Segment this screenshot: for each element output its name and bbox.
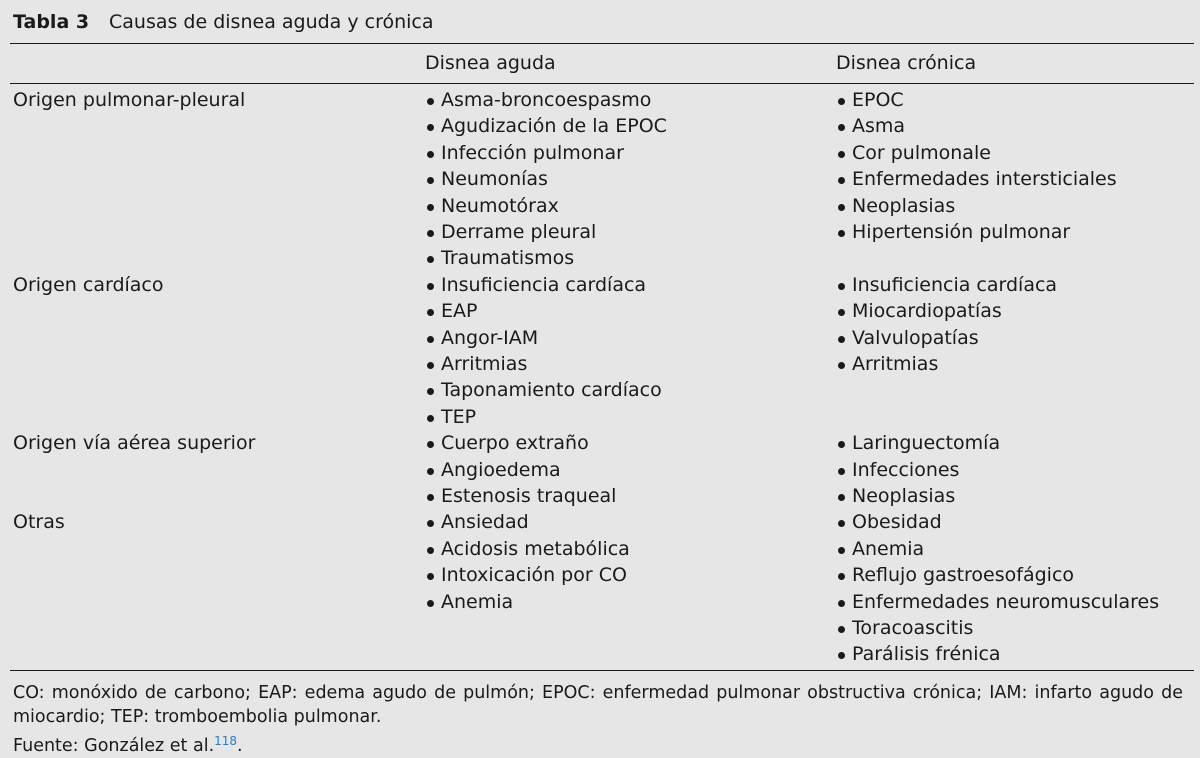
bullet-icon [427,124,434,131]
bullet-icon [838,441,845,448]
list-item [425,562,630,588]
table-number: Tabla 3 [13,11,90,33]
bullet-icon [427,309,434,316]
bullet-icon [838,547,845,554]
header-rule [10,83,1194,84]
list-item [836,615,1159,641]
acute-causes-list [425,430,616,509]
bullet-icon [427,151,434,158]
list-item [836,193,1117,219]
bullet-icon [427,177,434,184]
list-item-text: Parálisis frénica [852,643,1001,666]
bullet-icon [838,573,845,580]
list-item-text: Reflujo gastroesofágico [852,564,1075,587]
list-item-text: Agudización de la EPOC [441,115,667,138]
list-item [836,219,1117,245]
list-item [425,325,662,351]
table-source [13,729,243,758]
list-item-text: Asma-broncoespasmo [441,89,652,111]
list-item-text: Arritmias [852,352,939,375]
bullet-icon [427,441,434,448]
list-item [425,113,667,139]
bullet-icon [427,494,434,501]
row-label: Origen cardíaco [13,273,164,296]
chronic-causes-list [836,87,1117,245]
list-item-text: Taponamiento cardíaco [441,379,662,402]
source-end: . [237,736,243,756]
list-item [836,457,1000,483]
row-label: Origen pulmonar-pleural [13,89,246,111]
list-item-text: Obesidad [852,511,942,534]
list-item-text: Arritmias [441,352,528,375]
table-title: Causas de disnea aguda y crónica [109,11,434,33]
list-item [836,509,1159,535]
chronic-causes-list [836,509,1159,667]
bullet-icon [427,98,434,105]
bullet-icon [427,204,434,211]
list-item-text: Valvulopatías [852,326,979,349]
chronic-causes-list [836,430,1000,509]
column-header-acute: Disnea aguda [425,52,556,74]
bullet-icon [838,283,845,290]
list-item [425,483,616,509]
list-item [836,298,1057,324]
list-item-text: Neoplasias [852,194,956,217]
chronic-causes-list [836,272,1057,378]
list-item-text: Neumotórax [441,194,559,217]
list-item [425,219,667,245]
list-item [836,483,1000,509]
list-item [836,140,1117,166]
list-item-text: Angioedema [441,458,561,481]
list-item [836,589,1159,615]
list-item-text: TEP [441,405,477,428]
list-item-text: Insuficiencia cardíaca [441,273,647,296]
list-item [836,562,1159,588]
acute-causes-list [425,87,667,272]
bullet-icon [838,309,845,316]
bullet-icon [427,600,434,607]
list-item [425,377,662,403]
bullet-icon [838,336,845,343]
list-item [836,325,1057,351]
list-item-text: Insuficiencia cardíaca [852,273,1058,296]
list-item-text: Angor-IAM [441,326,539,349]
list-item [836,536,1159,562]
table-caption [13,9,434,35]
bullet-icon [838,98,845,105]
list-item [836,272,1057,298]
list-item-text: Traumatismos [441,247,575,270]
source-reference-link[interactable]: 118 [214,734,238,748]
list-item [425,245,667,271]
bullet-icon [838,626,845,633]
bullet-icon [427,283,434,290]
list-item [425,536,630,562]
list-item [836,166,1117,192]
list-item [836,113,1117,139]
top-rule [10,43,1194,44]
bullet-icon [427,256,434,263]
list-item [425,404,662,430]
list-item-text: Derrame pleural [441,220,597,243]
acute-causes-list [425,272,662,430]
list-item-text: EAP [441,300,478,323]
bullet-icon [427,520,434,527]
row-label: Otras [13,511,65,534]
list-item-text: Enfermedades intersticiales [852,168,1117,191]
acute-causes-list [425,509,630,615]
list-item [425,430,616,456]
list-item-text: Miocardiopatías [852,300,1002,323]
list-item [425,509,630,535]
list-item-text: Anemia [441,590,514,613]
list-item-text: Enfermedades neuromusculares [852,590,1160,613]
list-item [425,589,630,615]
bullet-icon [838,151,845,158]
bullet-icon [427,362,434,369]
bottom-rule [10,670,1194,671]
list-item [425,166,667,192]
bullet-icon [838,362,845,369]
list-item-text: Laringuectomía [852,432,1001,455]
bullet-icon [427,573,434,580]
list-item-text: Intoxicación por CO [441,564,627,587]
bullet-icon [427,415,434,422]
list-item-text: Infecciones [852,458,960,481]
list-item-text: Cor pulmonale [852,141,991,164]
bullet-icon [838,124,845,131]
list-item-text: Toracoascitis [852,616,974,639]
table-footnote [13,681,1183,729]
column-header-chronic: Disnea crónica [836,52,977,74]
list-item [836,641,1159,667]
bullet-icon [838,177,845,184]
list-item [425,351,662,377]
list-item-text: Neumonías [441,168,548,191]
list-item-text: Acidosis metabólica [441,537,630,560]
bullet-icon [427,336,434,343]
list-item-text: Cuerpo extraño [441,432,589,455]
bullet-icon [427,468,434,475]
list-item-text: Hipertensión pulmonar [852,220,1071,243]
bullet-icon [838,652,845,659]
list-item-text: Anemia [852,537,925,560]
bullet-icon [838,204,845,211]
list-item [425,298,662,324]
list-item [836,87,1117,113]
list-item-text: Ansiedad [441,511,529,534]
bullet-icon [838,468,845,475]
list-item [425,140,667,166]
list-item-text: Estenosis traqueal [441,484,617,507]
list-item [425,457,616,483]
list-item [425,193,667,219]
abbreviations: CO: monóxido de carbono; EAP: edema agudo de pulmón; EPOC: enfermedad pulmonar obstructiva crónica; IAM: infarto agudo de miocardio; TEP: tromboembolia pulmonar. [13,683,1183,727]
list-item [425,272,662,298]
source-label: Fuente: González et al. [13,736,215,756]
list-item [425,87,667,113]
bullet-icon [838,230,845,237]
bullet-icon [427,547,434,554]
list-item-text: Neoplasias [852,484,956,507]
row-label: Origen vía aérea superior [13,432,256,455]
bullet-icon [838,520,845,527]
list-item-text: Infección pulmonar [441,141,624,164]
list-item [836,351,1057,377]
list-item-text: EPOC [852,89,904,111]
bullet-icon [838,600,845,607]
list-item-text: Asma [852,115,906,138]
bullet-icon [427,388,434,395]
list-item [836,430,1000,456]
bullet-icon [838,494,845,501]
bullet-icon [427,230,434,237]
